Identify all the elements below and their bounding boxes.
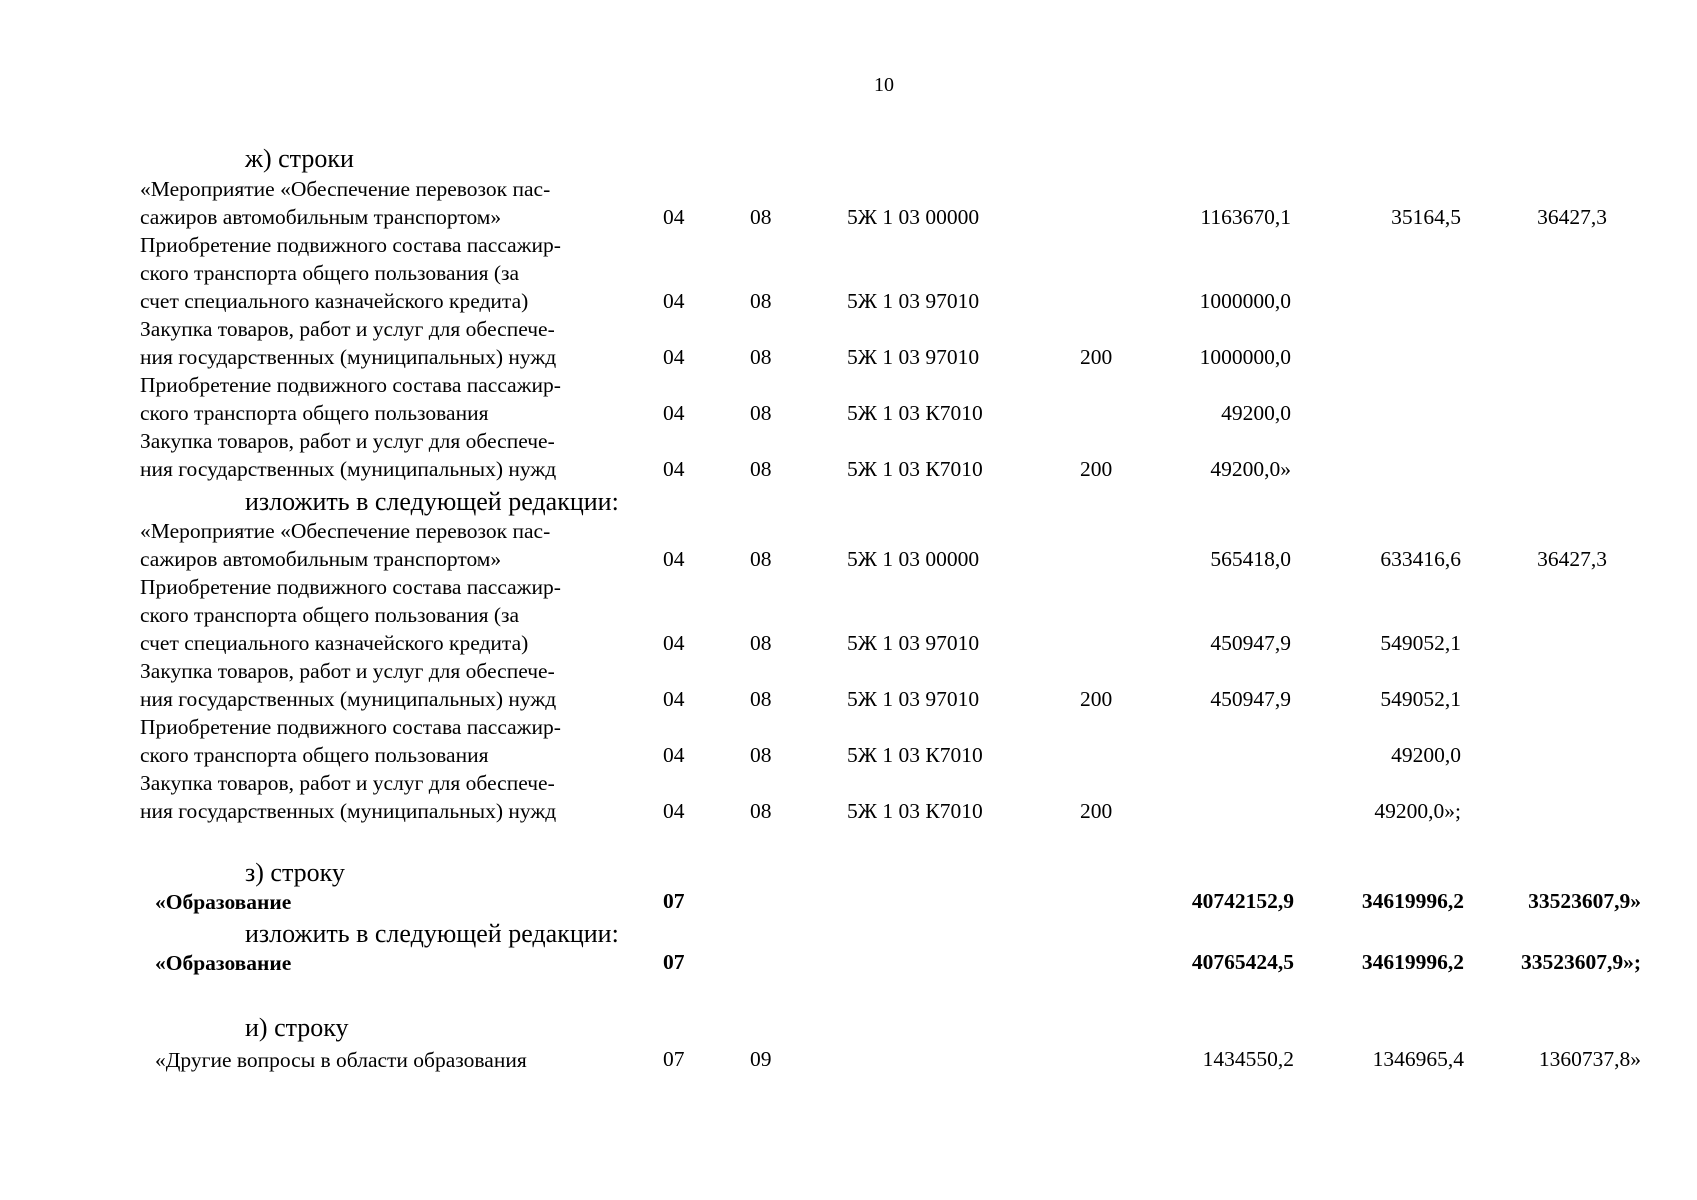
row-name: Закупка товаров, работ и услуг для обеспече- ния государственных (муниципальных) нужд bbox=[140, 317, 557, 369]
rz-cell: 07 bbox=[663, 889, 685, 913]
y2-cell: 1346965,4 bbox=[1372, 1047, 1464, 1071]
row-name: Закупка товаров, работ и услуг для обеспече- ния государственных (муниципальных) нужд bbox=[140, 659, 557, 711]
y1-cell: 49200,0 bbox=[1221, 401, 1291, 425]
row-name: Приобретение подвижного состава пассажир- ского транспорта общего пользования (за счет специального казначейского кредита) bbox=[140, 233, 561, 313]
vr-cell: 200 bbox=[1080, 687, 1113, 711]
table-row bbox=[0, 315, 1697, 369]
rz-cell: 04 bbox=[663, 687, 685, 711]
pr-cell: 08 bbox=[750, 687, 772, 711]
pr-cell: 08 bbox=[750, 457, 772, 481]
table-row-education-new bbox=[0, 950, 1697, 975]
y2-cell: 49200,0»; bbox=[1374, 799, 1461, 823]
y3-cell: 36427,3 bbox=[1537, 547, 1607, 571]
table-row bbox=[0, 231, 1697, 313]
pr-cell: 08 bbox=[750, 401, 772, 425]
y3-cell: 36427,3 bbox=[1537, 205, 1607, 229]
pr-cell: 09 bbox=[750, 1047, 772, 1071]
y1-cell: 1163670,1 bbox=[1200, 205, 1291, 229]
cs-cell: 5Ж 1 03 00000 bbox=[847, 547, 980, 571]
section-zh-edit-heading: изложить в следующей редакции: bbox=[245, 487, 619, 516]
y1-cell: 40742152,9 bbox=[1191, 889, 1294, 913]
y2-cell: 549052,1 bbox=[1380, 687, 1461, 711]
rz-cell: 04 bbox=[663, 289, 685, 313]
cs-cell: 5Ж 1 03 97010 bbox=[847, 345, 980, 369]
y3-cell: 33523607,9»; bbox=[1520, 950, 1641, 974]
rz-cell: 04 bbox=[663, 799, 685, 823]
table-row bbox=[0, 573, 1697, 655]
y1-cell: 40765424,5 bbox=[1191, 950, 1294, 974]
section-i-heading: и) строку bbox=[245, 1013, 349, 1042]
row-name: «Мероприятие «Обеспечение перевозок пас- сажиров автомобильным транспортом» bbox=[140, 519, 551, 571]
page-number: 10 bbox=[874, 74, 894, 96]
pr-cell: 08 bbox=[750, 289, 772, 313]
section-z-heading: з) строку bbox=[245, 858, 345, 887]
pr-cell: 08 bbox=[750, 345, 772, 369]
rz-cell: 04 bbox=[663, 547, 685, 571]
y3-cell: 1360737,8» bbox=[1538, 1047, 1641, 1071]
cs-cell: 5Ж 1 03 00000 bbox=[847, 205, 980, 229]
y1-cell: 450947,9 bbox=[1210, 687, 1291, 711]
row-name: Закупка товаров, работ и услуг для обеспече- ния государственных (муниципальных) нужд bbox=[140, 771, 557, 823]
row-name: Приобретение подвижного состава пассажир- ского транспорта общего пользования bbox=[140, 373, 561, 425]
y2-cell: 49200,0 bbox=[1391, 743, 1461, 767]
y1-cell: 1434550,2 bbox=[1202, 1047, 1294, 1071]
y2-cell: 633416,6 bbox=[1380, 547, 1461, 571]
y1-cell: 1000000,0 bbox=[1199, 345, 1291, 369]
table-row bbox=[0, 427, 1697, 481]
vr-cell: 200 bbox=[1080, 457, 1113, 481]
table-row-education-old bbox=[0, 889, 1697, 914]
y2-cell: 34619996,2 bbox=[1361, 889, 1464, 913]
vr-cell: 200 bbox=[1080, 799, 1113, 823]
pr-cell: 08 bbox=[750, 799, 772, 823]
y2-cell: 549052,1 bbox=[1380, 631, 1461, 655]
cs-cell: 5Ж 1 03 97010 bbox=[847, 687, 980, 711]
rz-cell: 04 bbox=[663, 401, 685, 425]
y2-cell: 34619996,2 bbox=[1361, 950, 1464, 974]
row-name: «Образование bbox=[155, 890, 292, 914]
cs-cell: 5Ж 1 03 97010 bbox=[847, 289, 980, 313]
table-row bbox=[0, 657, 1697, 711]
vr-cell: 200 bbox=[1080, 345, 1113, 369]
table-row bbox=[0, 713, 1697, 767]
row-name: «Мероприятие «Обеспечение перевозок пас- сажиров автомобильным транспортом» bbox=[140, 177, 551, 229]
rz-cell: 04 bbox=[663, 205, 685, 229]
y1-cell: 450947,9 bbox=[1210, 631, 1291, 655]
y3-cell: 33523607,9» bbox=[1528, 889, 1641, 913]
table-row bbox=[0, 371, 1697, 425]
rz-cell: 04 bbox=[663, 457, 685, 481]
table-row-other-education bbox=[0, 1047, 1697, 1072]
pr-cell: 08 bbox=[750, 547, 772, 571]
rz-cell: 07 bbox=[663, 1047, 685, 1071]
table-row bbox=[0, 175, 1697, 229]
y1-cell: 1000000,0 bbox=[1199, 289, 1291, 313]
rz-cell: 04 bbox=[663, 631, 685, 655]
row-name: Закупка товаров, работ и услуг для обеспече- ния государственных (муниципальных) нужд bbox=[140, 429, 557, 481]
section-zh-heading: ж) строки bbox=[245, 144, 354, 173]
row-name: Приобретение подвижного состава пассажир- ского транспорта общего пользования (за счет специального казначейского кредита) bbox=[140, 575, 561, 655]
rz-cell: 04 bbox=[663, 743, 685, 767]
row-name: «Образование bbox=[155, 951, 292, 975]
section-z-edit-heading: изложить в следующей редакции: bbox=[245, 919, 619, 948]
cs-cell: 5Ж 1 03 К7010 bbox=[847, 457, 983, 481]
y2-cell: 35164,5 bbox=[1391, 205, 1461, 229]
rz-cell: 04 bbox=[663, 345, 685, 369]
row-name: «Другие вопросы в области образования bbox=[155, 1048, 527, 1072]
row-name: Приобретение подвижного состава пассажир- ского транспорта общего пользования bbox=[140, 715, 561, 767]
cs-cell: 5Ж 1 03 К7010 bbox=[847, 401, 983, 425]
cs-cell: 5Ж 1 03 К7010 bbox=[847, 799, 983, 823]
y1-cell: 49200,0» bbox=[1210, 457, 1291, 481]
cs-cell: 5Ж 1 03 К7010 bbox=[847, 743, 983, 767]
rz-cell: 07 bbox=[663, 950, 685, 974]
table-row bbox=[0, 517, 1697, 571]
y1-cell: 565418,0 bbox=[1210, 547, 1291, 571]
pr-cell: 08 bbox=[750, 743, 772, 767]
table-row bbox=[0, 769, 1697, 823]
cs-cell: 5Ж 1 03 97010 bbox=[847, 631, 980, 655]
pr-cell: 08 bbox=[750, 631, 772, 655]
pr-cell: 08 bbox=[750, 205, 772, 229]
